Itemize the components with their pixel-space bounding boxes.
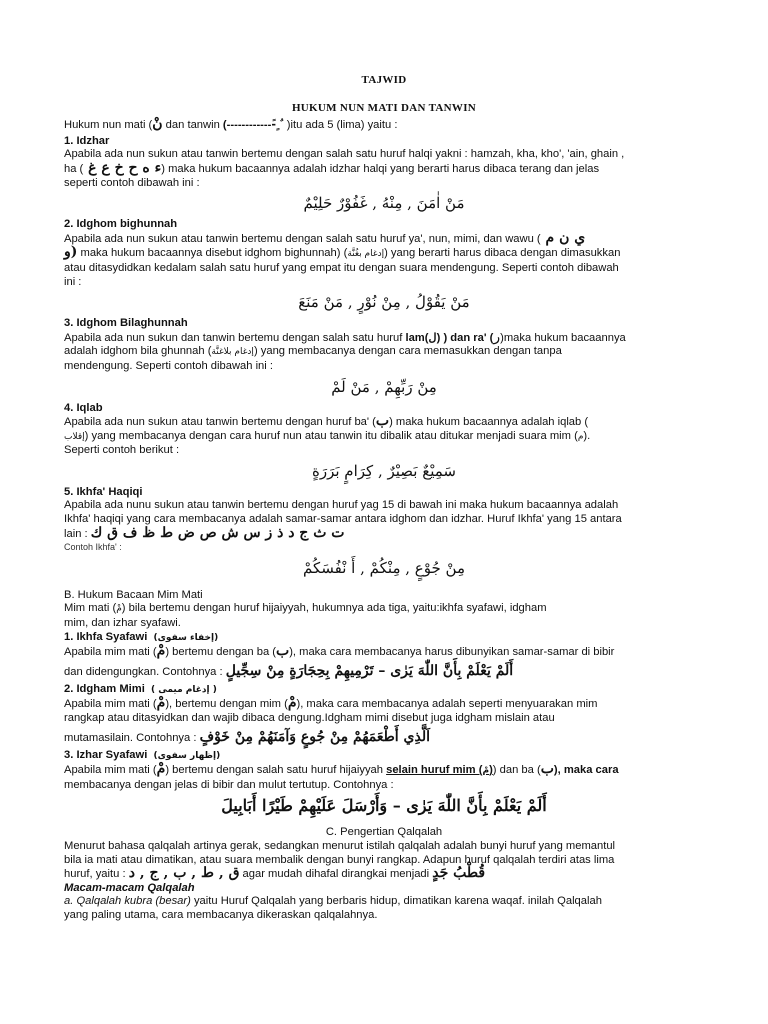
idghom-bilaghunnah-text-1a: Apabila ada nun sukun dan tanwin bertemu dengan salah satu huruf	[64, 331, 406, 344]
ikhfa-contoh-label: Contoh Ikhfa' :	[64, 542, 122, 553]
idgham-mimi-mim2-glyph: مْ	[287, 695, 297, 712]
iqlab-text-1	[64, 415, 704, 430]
izhar-syafawi-text-1c: ) dan ba (	[492, 764, 541, 777]
idghom-bighunnah-text-2c: ) yang berarti harus dibaca dengan dimasukkan	[384, 247, 621, 260]
qalqalah-text-2: bila ia mati atau dimatikan, atau suara membalik dengan bunyi rangkap. Adapun huruf qalqalah terdiri atas lima	[64, 853, 615, 866]
idghom-bilaghunnah-term: إدغام بلاغنَّة	[211, 347, 254, 358]
ba-glyph: ب	[375, 413, 390, 430]
iqlab-text-2	[64, 430, 704, 445]
mim-mati-text-2: mim, dan izhar syafawi.	[64, 617, 181, 630]
idzhar-text-2	[64, 159, 704, 177]
izhar-syafawi-ba-glyph: ب	[540, 761, 554, 778]
mim-mati-text-1b: ) bila bertemu dengan huruf hijaiyyah, hukumnya ada tiga, yaitu:ikhfa syafawi, idgham	[121, 602, 547, 615]
ikhfa-syafawi-text-1b: ) bertemu dengan ba (	[165, 646, 277, 659]
lam-ra-letters: lam(ل) ) dan ra' (	[405, 331, 494, 344]
mim-mati-text-1	[64, 602, 704, 617]
idgham-mimi-term: ( إدغام ميمى )	[151, 684, 217, 695]
halqi-letters: ء ه ح خ ع غ	[83, 159, 162, 176]
idgham-mimi-example: اَلَّذِي أَطْعَمَهُمْ مِنْ جُوعٍ وَآمَنَهُمْ مِنْ خَوْفٍ	[199, 728, 431, 745]
izhar-syafawi-underline: selain huruf mim (مْ)	[386, 764, 493, 777]
yanmu-letters: ي ن م	[540, 229, 586, 246]
idzhar-text-2a: ha (	[64, 162, 84, 175]
idgham-mimi-heading: 2. Idgham Mimi	[64, 682, 145, 695]
izhar-syafawi-text-1	[64, 763, 704, 779]
ikhfa-syafawi-text-2a: dan didengungkan. Contohnya :	[64, 665, 223, 678]
qalqalah-kubra-label: a. Qalqalah kubra (besar)	[64, 895, 191, 908]
ikhfa-syafawi-example: أَلَمْ يَعْلَمْ بِأَنَّ اللّٰهَ يَرٰى – تَرْمِيهِمْ بِحِجَارَةٍ مِنْ سِجِّيلٍ	[225, 662, 514, 679]
idghom-bighunnah-text-4: ini :	[64, 275, 82, 288]
qalqalah-heading: C. Pengertian Qalqalah	[325, 826, 443, 839]
idgham-mimi-text-3	[64, 726, 704, 749]
iqlab-text-1b: ) maka hukum bacaannya adalah iqlab (	[389, 416, 589, 429]
ikhfa-syafawi-heading: 1. Ikhfa Syafawi	[64, 630, 148, 643]
qalqalah-kubra-text-1	[64, 895, 704, 909]
ikhfa-syafawi-text-1a: Apabila mim mati (	[64, 646, 157, 659]
idzhar-text-1: Apabila ada nun sukun atau tanwin bertemu dengan salah satu huruf halqi yakni : hamzah, kha, kho', 'ain, ghain ,	[64, 148, 625, 161]
intro-line	[64, 118, 704, 133]
idghom-bilaghunnah-example: مِنْ رَبِّهِمْ , مَنْ لَمْ	[331, 377, 437, 396]
idghom-bilaghunnah-heading: 3. Idghom Bilaghunnah	[64, 317, 188, 330]
ikhfa-text-2: Ikhfa' haqiqi yang cara membacanya adalah samar-samar antara idghom dan idzhar. Huruf Ikhfa' yang 15 antara	[64, 513, 622, 526]
idghom-bighunnah-text-1	[64, 229, 704, 247]
iqlab-text-1a: Apabila ada nun sukun atau tanwin bertemu dengan huruf ba' (	[64, 416, 376, 429]
ikhfa-text-1: Apabila ada nunu sukun atau tanwin bertemu dengan huruf yag 15 di bawah ini maka hukum bacaannya adalah	[64, 499, 619, 512]
idghom-bilaghunnah-text-2b: ) yang membacanya dengan cara memasukkan dengan tanpa	[253, 345, 562, 358]
ikhfa-text-3a: lain :	[64, 527, 88, 540]
idghom-bilaghunnah-text-3: mendengung. Seperti contoh dibawah ini :	[64, 359, 273, 372]
izhar-syafawi-mim-glyph: مْ	[156, 761, 166, 778]
qalqalah-letters: ق , ط , ب , ج , د	[128, 865, 240, 882]
document-subtitle: HUKUM NUN MATI DAN TANWIN	[291, 101, 477, 114]
idghom-bighunnah-text-3: atau ditasydidkan kedalam salah satu huruf yang empat itu dengan suara mendengung. Seperti contoh dibawah	[64, 261, 619, 274]
intro-text-c: )itu ada 5 (lima) yaitu :	[283, 119, 398, 132]
nun-glyph: نْ	[152, 116, 163, 133]
idghom-bighunnah-heading: 2. Idghom bighunnah	[64, 218, 178, 231]
ikhfa-heading: 5. Ikhfa' Haqiqi	[64, 485, 143, 498]
izhar-syafawi-underline-text: selain huruf mim (	[386, 764, 483, 777]
qalqalah-kubra-text-1b: yaitu Huruf Qalqalah yang berbaris hidup, dimatikan karena waqaf. inilah Qalqalah	[190, 895, 602, 908]
idghom-bighunnah-example: مَنْ يَقُوْلُ , مِنْ نُوْرٍ , مَنْ مَنَعَ	[298, 293, 470, 312]
ikhfa-syafawi-text-2	[64, 660, 704, 683]
qalqalah-sub-heading: Macam-macam Qalqalah	[64, 881, 195, 894]
izhar-syafawi-text-1d: ), maka cara	[553, 764, 619, 777]
tanwin-glyphs: (-------------ً ٍ ٌ	[222, 119, 284, 132]
iqlab-term: إقلاب	[64, 431, 85, 442]
ikhfa-syafawi-mim-glyph: مْ	[156, 643, 166, 660]
iqlab-text-3: Seperti contoh berikut :	[64, 444, 180, 457]
idghom-bighunnah-term: إدغام بغُنَّة	[347, 249, 385, 260]
qalqalah-text-1: Menurut bahasa qalqalah artinya gerak, sedangkan menurut istilah qalqalah adalah bunyi huruf yang memantul	[64, 839, 616, 852]
mim-glyph: م	[577, 431, 584, 442]
iqlab-example: سَمِيْعٌ بَصِيْرٌ , كِرَامٍ بَرَرَةٍ	[311, 461, 456, 480]
iqlab-text-2c: ).	[583, 429, 591, 442]
ikhfa-syafawi-text-1	[64, 645, 704, 660]
idghom-bilaghunnah-text-1	[64, 328, 704, 346]
idzhar-example: مَنْ اٰمَنَ , مِنْهُ , غَفُوْرٌ حَلِيْمٌ	[303, 194, 465, 213]
idgham-mimi-text-3a: mutamasilain. Contohnya :	[64, 731, 197, 744]
qalqalah-mnemonic: قُطْبُ جَدٍ	[432, 865, 486, 882]
document-title: TAJWID	[361, 74, 407, 86]
iqlab-text-2b: ) yang membacanya dengan cara huruf nun atau tanwin itu dibalik atau ditukar menjadi suara mim (	[84, 429, 578, 442]
ra-glyph: ر	[493, 328, 501, 345]
izhar-syafawi-heading: 3. Izhar Syafawi	[64, 748, 148, 761]
ikhfa-text-3	[64, 524, 704, 542]
idgham-mimi-text-1a: Apabila mim mati (	[64, 698, 157, 711]
idghom-bighunnah-text-1a: Apabila ada nun sukun atau tanwin bertemu dengan salah satu huruf ya', nun, mimi, dan wawu (	[64, 232, 541, 245]
ikhfa-syafawi-term: (إخفاء سفوى)	[153, 632, 219, 643]
idghom-bighunnah-text-2	[64, 246, 704, 262]
izhar-syafawi-term: (إظهار سفوى)	[153, 750, 221, 761]
idghom-bilaghunnah-text-1b: )maka hukum bacaannya	[500, 331, 626, 344]
idgham-mimi-text-2: rangkap atau ditasyidkan dan wajib dibaca dengung.Idgham mimi disebut juga idgham mislain atau	[64, 712, 555, 724]
ikhfa-letters: ت ث ج د ذ ز س ش ص ض ط ظ ف ق ك	[90, 524, 345, 541]
wawu-glyph: و)	[64, 244, 78, 261]
intro-text-a: Hukum nun mati (	[64, 119, 153, 132]
izhar-syafawi-text-1b: ) bertemu dengan salah satu huruf hijaiyyah	[165, 764, 387, 777]
idghom-bilaghunnah-text-2	[64, 345, 704, 360]
idgham-mimi-text-1b: ), bertemu dengan mim (	[165, 698, 288, 711]
idgham-mimi-mim-glyph: مْ	[156, 695, 166, 712]
idgham-mimi-text-1c: ), maka cara membacanya adalah seperti menyuarakan mim	[296, 698, 598, 711]
qalqalah-text-3b: agar mudah dihafal dirangkai menjadi	[239, 868, 430, 881]
izhar-syafawi-text-1a: Apabila mim mati (	[64, 764, 157, 777]
document-body	[64, 70, 704, 923]
ikhfa-syafawi-ba-glyph: ب	[276, 643, 290, 660]
qalqalah-kubra-text-2: yang paling utama, cara membacanya dikeraskan qalqalahnya.	[64, 908, 378, 921]
izhar-syafawi-text-2: membacanya dengan jelas di bibir dan mulut tertutup. Contohnya :	[64, 778, 394, 791]
idzhar-heading: 1. Idzhar	[64, 134, 110, 147]
intro-text-b: dan tanwin	[162, 119, 223, 132]
mim-mati-glyph: مْ	[116, 604, 122, 615]
idgham-mimi-text-1	[64, 697, 704, 712]
idghom-bilaghunnah-text-2a: adalah idghom bila ghunnah (	[64, 345, 212, 358]
ikhfa-example: مِنْ جُوْعٍ , مِنْكُمْ , أَ نْفُسَكُمْ	[303, 558, 465, 577]
idzhar-text-2b: ) maka hukum bacaannya adalah idzhar halqi yang berarti harus dibaca terang dan jelas	[161, 162, 600, 175]
qalqalah-text-3	[64, 867, 704, 882]
idghom-bighunnah-text-2b: maka hukum bacaannya disebut idghom bighunnah) (	[77, 247, 348, 260]
ikhfa-syafawi-text-1c: ), maka cara membacanya harus dibunyikan samar-samar di bibir	[289, 646, 615, 659]
izhar-syafawi-example: أَلَمْ يَعْلَمْ بِأَنَّ اللّٰهَ يَرٰى – وَأَرْسَلَ عَلَيْهِمْ طَيْرًا أَبَابِيلَ	[221, 796, 547, 816]
mim-mati-text-1a: Mim mati (	[64, 602, 117, 615]
izhar-syafawi-mim2-glyph: مْ	[482, 766, 490, 777]
idzhar-text-3: seperti contoh dibawah ini :	[64, 176, 200, 189]
iqlab-heading: 4. Iqlab	[64, 401, 103, 414]
mim-mati-heading: B. Hukum Bacaan Mim Mati	[64, 588, 203, 601]
qalqalah-text-3a: huruf, yaitu :	[64, 868, 126, 881]
